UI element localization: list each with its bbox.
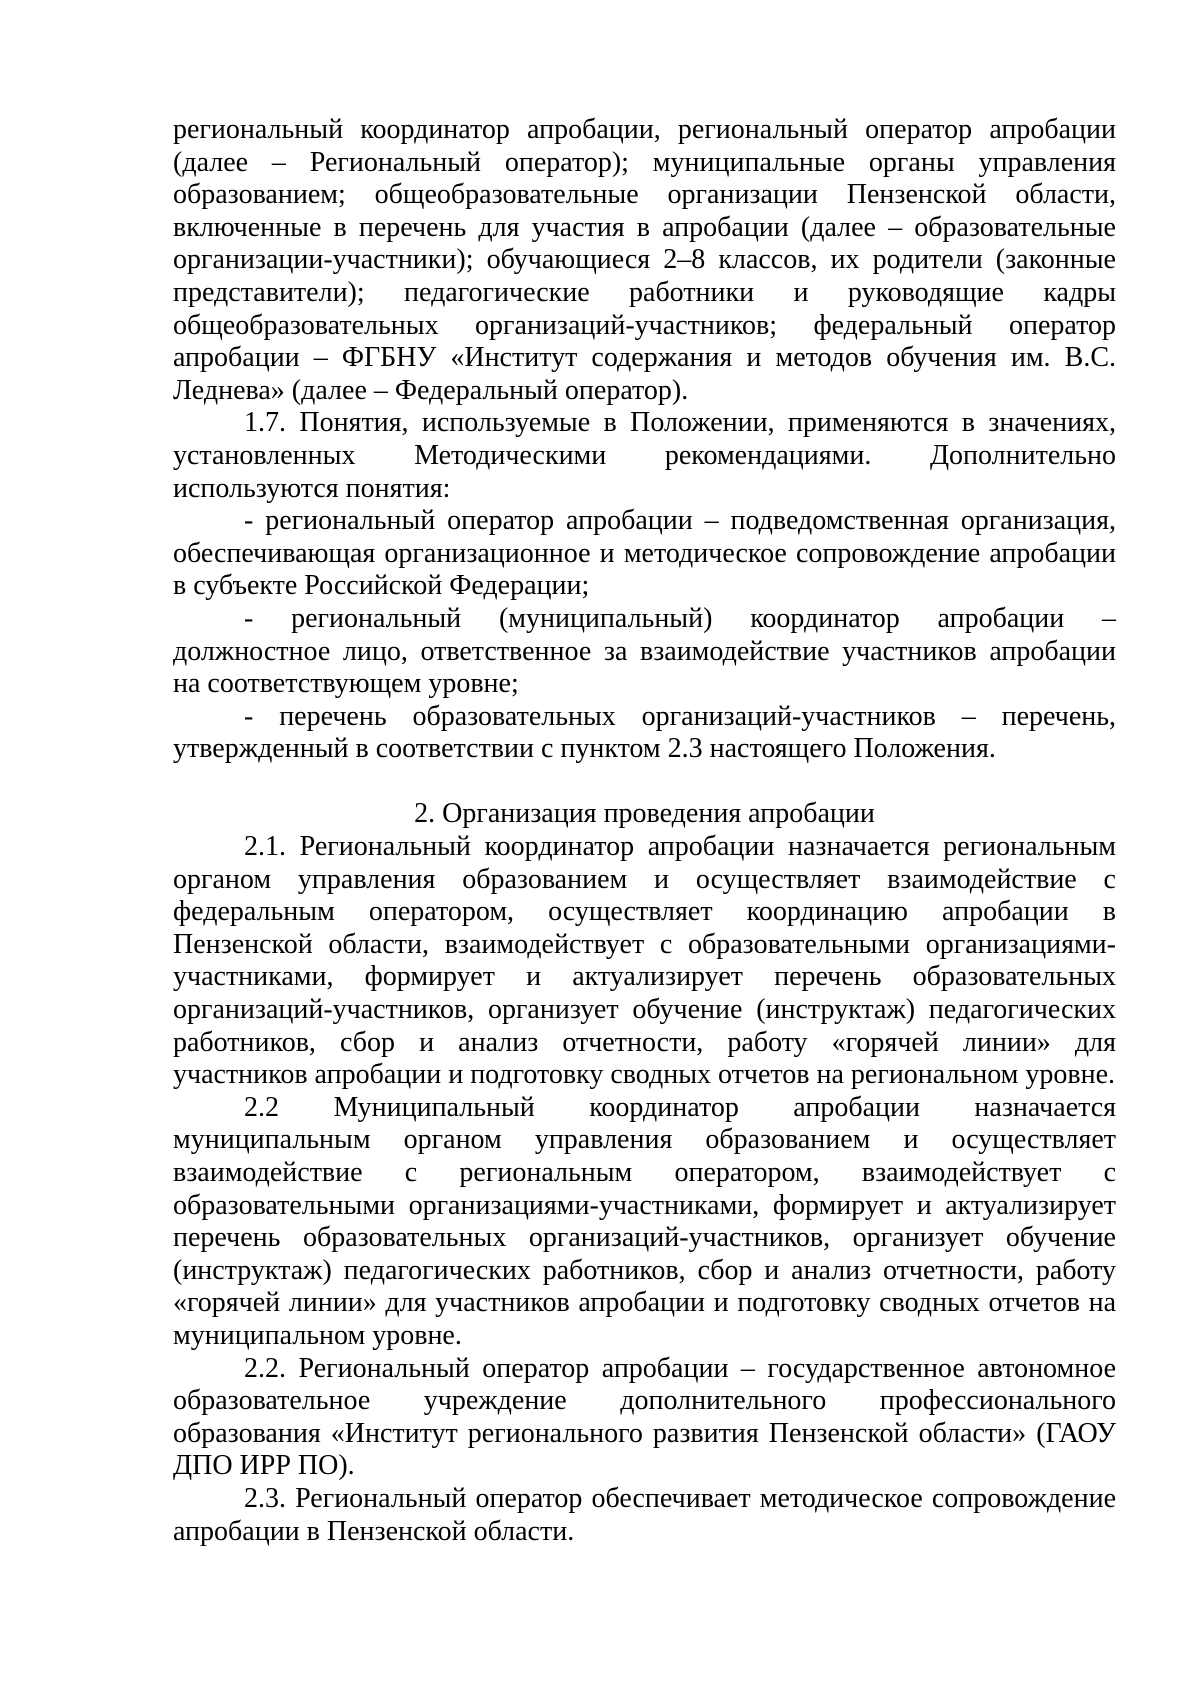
definition-coordinator: - региональный (муниципальный) координатор апробации – должностное лицо, ответственное за взаимодействие участников апробации на соответствующем уровне;: [173, 602, 1116, 700]
paragraph-1-7: 1.7. Понятия, используемые в Положении, применяются в значениях, установленных Методическими рекомендациями. Дополнительно используются понятия:: [173, 407, 1116, 504]
paragraph-2-1: 2.1. Региональный координатор апробации назначается региональным органом управления образованием и осуществляет взаимодействие с федеральным оператором, осуществляет координацию апробации в Пензенской области, взаимодействует с образовательными организациями-участниками, формирует и актуализирует перечень образовательных организаций-участников, организует обучение (инструктаж) педагогических работников, сбор и анализ отчетности, работу «горячей линии» для участников апробации и подготовку сводных отчетов на региональном уровне.: [173, 831, 1116, 1091]
section-heading: 2. Организация проведения апробации: [414, 798, 875, 830]
definition-regional-operator: - региональный оператор апробации – подведомственная организация, обеспечивающая организационное и методическое сопровождение апробации в субъекте Российской Федерации;: [173, 505, 1116, 602]
paragraph-2-3: 2.3. Региональный оператор обеспечивает методическое сопровождение апробации в Пензенской области.: [173, 1482, 1116, 1547]
paragraph-2-2-municipal: 2.2 Муниципальный координатор апробации назначается муниципальным органом управления образованием и осуществляет взаимодействие с региональным оператором, взаимодействует с образовательными организациями-участниками, формирует и актуализирует перечень образовательных организаций-участников, организует обучение (инструктаж) педагогических работников, сбор и анализ отчетности, работу «горячей линии» для участников апробации и подготовку сводных отчетов на муниципальном уровне.: [173, 1091, 1116, 1351]
document-page: [173, 114, 1116, 1548]
paragraph-participants-continued: региональный координатор апробации, региональный оператор апробации (далее – Региональный оператор); муниципальные органы управления образованием; общеобразовательные организации Пензенской области, включенные в перечень для участия в апробации (далее – образовательные организации-участники); обучающиеся 2–8 классов, их родители (законные представители); педагогические работники и руководящие кадры общеобразовательных организаций-участников; федеральный оператор апробации – ФГБНУ «Институт содержания и методов обучения им. В.С. Леднева» (далее – Федеральный оператор).: [173, 114, 1116, 406]
paragraph-2-2-regional-operator: 2.2. Региональный оператор апробации – государственное автономное образовательное учреждение дополнительного профессионального образования «Институт регионального развития Пензенской области» (ГАОУ ДПО ИРР ПО).: [173, 1352, 1116, 1482]
definition-participant-list: - перечень образовательных организаций-участников – перечень, утвержденный в соответствии с пунктом 2.3 настоящего Положения.: [173, 700, 1116, 765]
